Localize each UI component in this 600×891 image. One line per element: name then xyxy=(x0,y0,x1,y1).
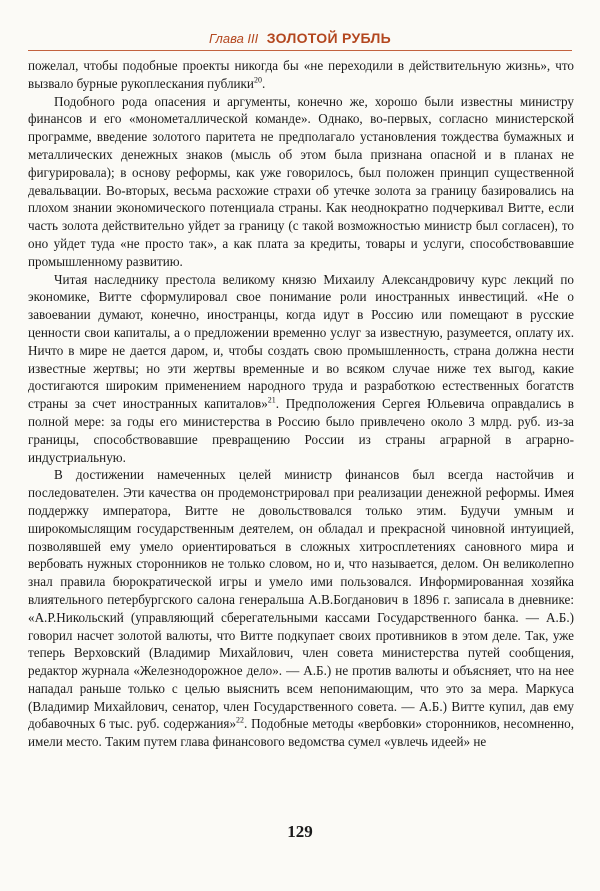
paragraph: В достижении намеченных целей министр финансов был всегда настойчив и последователен. Эти качества он продемонстрировал при реализации денежной реформы. Имея поддержку императора, Витте не довольствовался только этим. Будучи умным и широкомыслящим государственным деятелем, он обладал и прекрасной чиновной интуицией, позволявшей ему умело ориентироваться в сложных хитросплетениях сановного мира и вербовать нужных сторонников не только словом, но и, что называется, делом. Он великолепно знал правила бюрократической игры и умело ими пользовался. Информированная хозяйка влиятельного петербургского салона генеральша А.В.Богданович в 1896 г. записала в дневнике: «А.Р.Никольский (управляющий сберегательными кассами Государственного банка. — А.Б.) говорил насчет золотой валюты, что Витте подкупает своих противников в этом деле. Так, уже теперь Верховский (Владимир Михайлович, член совета министерства путей сообщения, редактор журнала «Железнодорожное дело». — А.Б.) не против валюты и объясняет, что на нее нападал раньше только с целью выяснить всем непонимающим, что это за мера. Маркуса (Владимир Михайлович, сенатор, член Государственного совета. — А.Б.) Витте купил, дав ему добавочных 6 тыс. руб. содержания»$^{22}$. Подобные методы «вербовки» сторонников, несомненно, имели место. Таким путем глава финансового ведомства сумел «увлечь идеей» не xyxy=(28,467,574,750)
running-header xyxy=(28,30,572,48)
footnote-ref[interactable]: 21 xyxy=(267,395,276,405)
page-number: 129 xyxy=(287,822,313,841)
footnote-ref[interactable]: 22 xyxy=(236,716,245,726)
paragraph: Читая наследнику престола великому князю Михаилу Александровичу курс лекций по экономике, Витте сформулировал свое понимание роли иностранных инвестиций. «Не о завоевании думают, конечно, иностранцы, когда идут в Россию или помещают в русские ценности свои капиталы, а о предложении временно услуг за известную, разумеется, оплату их. Ничто в мире не дается даром, и, чтобы создать свою промышленность, страна должна нести известные жертвы; но эти жертвы временные и во всяком случае ниже тех выгод, какие достигаются широким применением народного труда и разработкою естественных богатств страны за счет иностранных капиталов»$^{21}$. Предположения Сергея Юльевича оправдались в полной мере: за годы его министерства в Россию было привлечено около 3 млрд. руб. из-за границы, способствовавшие превращению России из страны аграрной в аграрно-индустриальную. xyxy=(28,271,574,465)
body-text xyxy=(28,57,574,751)
paragraph: пожелал, чтобы подобные проекты никогда бы «не переходили в действительную жизнь», что вызвало бурные рукоплескания публики$^{20}$. xyxy=(28,58,574,91)
footnote-ref[interactable]: 20 xyxy=(253,75,262,85)
chapter-title: ЗОЛОТОЙ РУБЛЬ xyxy=(266,30,391,46)
chapter-label: Глава III xyxy=(209,31,259,46)
paragraph: Подобного рода опасения и аргументы, конечно же, хорошо были известны министру финансов и его «монометаллической команде». Однако, во-первых, согласно министерской программе, введение золотого паритета не предполагало установления тождества бумажных и металлических денежных знаков (мысль об этом была признана опасной и в планах не фигурировала); в основу реформы, как уже говорилось, был положен принцип существенной девальвации. Во-вторых, весьма расхожие страхи об утечке золота за границу базировались на плохом знании экономического потенциала страны. Как неоднократно подчеркивал Витте, если часть золота действительно уйдет за границу (с такой возможностью министр был согласен), то оно уйдет туда «не просто так», а как плата за кредиты, товары и услуги, способствовавшие промышленному развитию. xyxy=(28,93,574,269)
header-rule xyxy=(28,50,572,51)
